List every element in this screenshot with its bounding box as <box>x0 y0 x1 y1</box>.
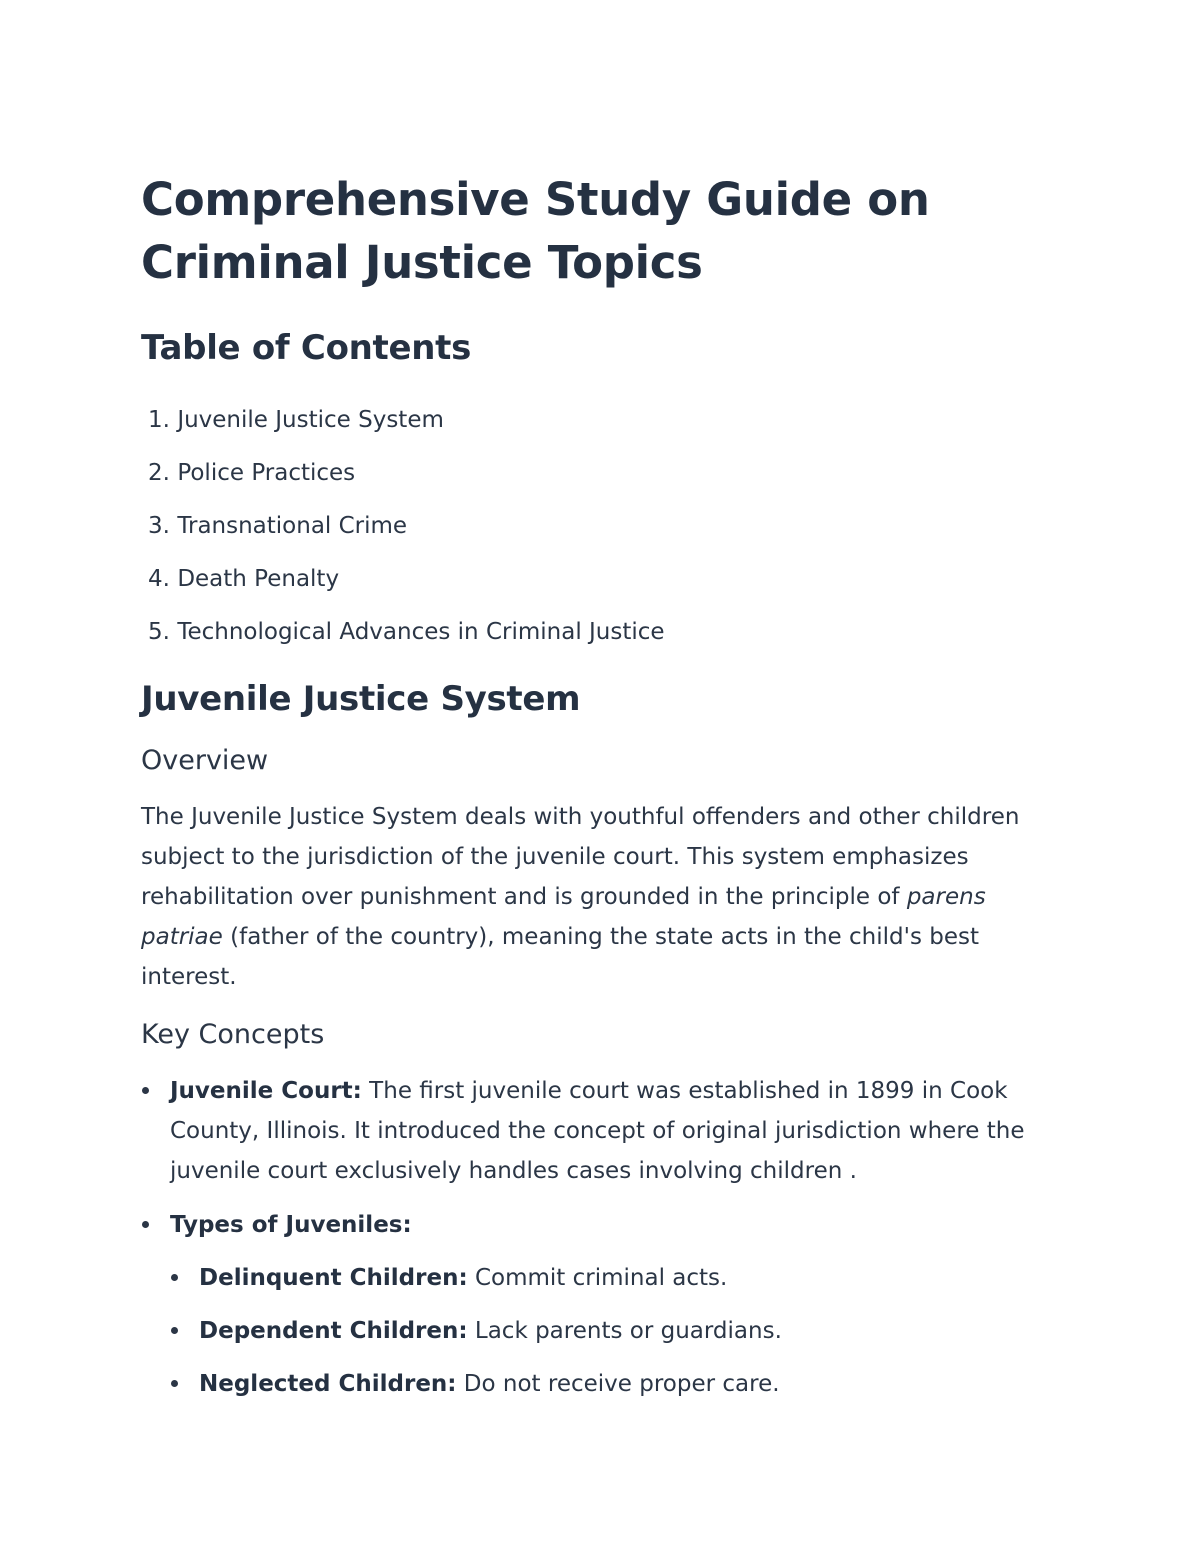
toc-item <box>141 553 1056 606</box>
toc-item-label: Technological Advances in Criminal Justice <box>177 619 665 645</box>
list-item-text: Lack parents or guardians. <box>467 1318 782 1344</box>
list-item-term: Neglected Children: <box>199 1371 457 1397</box>
list-item <box>170 1258 1056 1298</box>
list-item-term: Dependent Children: <box>199 1318 468 1344</box>
overview-heading: Overview <box>141 745 269 776</box>
toc-item <box>141 606 1056 659</box>
document-page <box>141 168 1056 1418</box>
bullet-icon <box>171 1380 178 1387</box>
toc-item-label: Death Penalty <box>177 566 340 592</box>
list-item <box>141 1071 1056 1191</box>
bullet-icon <box>142 1221 149 1228</box>
toc-item <box>141 447 1056 500</box>
toc-heading: Table of Contents <box>141 328 472 368</box>
document-title: Comprehensive Study Guide on Criminal Justice Topics <box>141 173 930 289</box>
toc-item-number: 5. <box>148 619 170 645</box>
toc-item-label: Transnational Crime <box>177 513 408 539</box>
overview-paragraph <box>141 797 1056 997</box>
list-item <box>141 1205 1056 1404</box>
toc-item <box>141 394 1056 447</box>
toc-item-number: 2. <box>148 460 170 486</box>
list-item-text: The first juvenile court was established in 1899 in Cook County, Illinois. It introduced the concept of original jurisdiction where the juvenile court exclusively handles cases involving children . <box>170 1078 1025 1184</box>
list-item-term: Delinquent Children: <box>199 1265 468 1291</box>
toc-item-number: 4. <box>148 566 170 592</box>
toc-item-label: Juvenile Justice System <box>177 407 444 433</box>
juvenile-types-list <box>170 1258 1056 1404</box>
toc-item-label: Police Practices <box>177 460 356 486</box>
toc-item-number: 3. <box>148 513 170 539</box>
table-of-contents <box>141 394 1056 659</box>
key-concepts-heading: Key Concepts <box>141 1019 325 1050</box>
overview-text-start: The Juvenile Justice System deals with youthful offenders and other children subject to the jurisdiction of the juvenile court. This system emphasizes rehabilitation over punishment and is grounded in the principle of <box>141 804 1020 910</box>
section-heading-juvenile: Juvenile Justice System <box>141 679 581 719</box>
overview-text-end: (father of the country), meaning the state acts in the child's best interest. <box>141 924 979 990</box>
list-item-term: Juvenile Court: <box>170 1078 362 1104</box>
toc-item <box>141 500 1056 553</box>
list-item-text: Do not receive proper care. <box>456 1371 780 1397</box>
bullet-icon <box>171 1327 178 1334</box>
key-concepts-list <box>141 1071 1056 1404</box>
list-item-term: Types of Juveniles: <box>170 1212 412 1238</box>
toc-item-number: 1. <box>148 407 170 433</box>
bullet-icon <box>142 1087 149 1094</box>
bullet-icon <box>171 1274 178 1281</box>
list-item-text: Commit criminal acts. <box>467 1265 728 1291</box>
overview-italic-term: parens patriae <box>141 884 986 950</box>
list-item <box>170 1311 1056 1351</box>
list-item <box>170 1364 1056 1404</box>
